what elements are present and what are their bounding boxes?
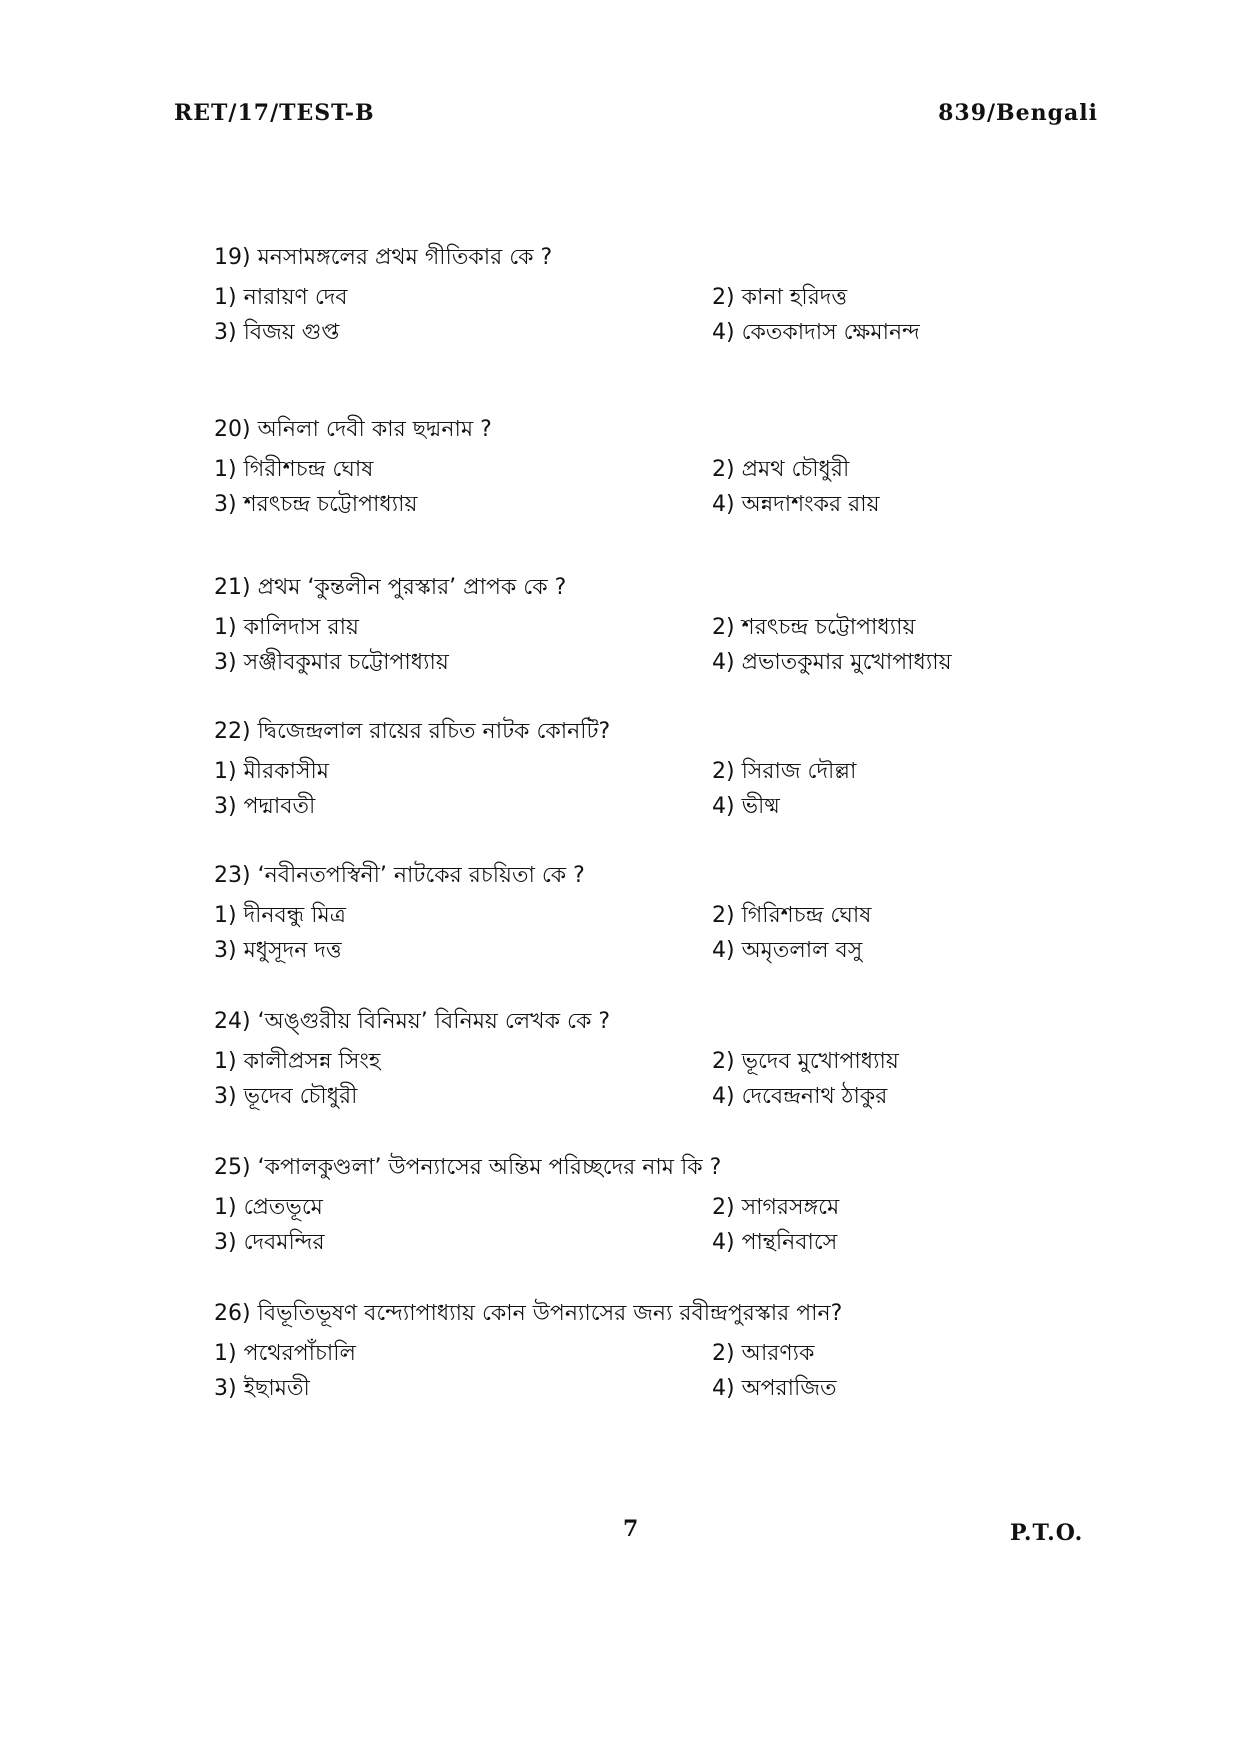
question-text: 22) দ্বিজেন্দ্রলাল রায়ের রচিত নাটক কোনটি? [214, 719, 611, 744]
option-3: 3) পদ্মাবতী [214, 794, 316, 819]
question-26 [0, 1296, 1240, 1436]
question-text: 26) বিভূতিভূষণ বন্দ্যোপাধ্যায় কোন উপন্যাসের জন্য রবীন্দ্রপুরস্কার পান? [214, 1301, 843, 1326]
option-2: 2) সাগরসঙ্গমে [712, 1195, 840, 1220]
option-4: 4) দেবেন্দ্রনাথ ঠাকুর [712, 1084, 888, 1109]
question-text: 25) ‘কপালকুণ্ডলা’ উপন্যাসের অন্তিম পরিচ্ছদের নাম কি ? [214, 1155, 722, 1180]
option-2: 2) শরৎচন্দ্র চট্টোপাধ্যায় [712, 615, 916, 640]
option-4: 4) ভীষ্ম [712, 794, 780, 819]
question-25 [0, 1150, 1240, 1290]
option-1: 1) কালীপ্রসন্ন সিংহ [214, 1049, 381, 1074]
option-3: 3) ইছামতী [214, 1376, 310, 1401]
option-2: 2) প্রমথ চৌধুরী [712, 457, 850, 482]
header-left-code: RET/17/TEST-B [174, 100, 375, 126]
header-right-code: 839/Bengali [938, 100, 1098, 126]
question-22 [0, 714, 1240, 854]
option-4: 4) কেতকাদাস ক্ষেমানন্দ [712, 320, 920, 345]
option-1: 1) মীরকাসীম [214, 759, 329, 784]
question-text: 20) অনিলা দেবী কার ছদ্মনাম ? [214, 417, 492, 442]
option-2: 2) গিরিশচন্দ্র ঘোষ [712, 903, 872, 928]
option-1: 1) নারায়ণ দেব [214, 285, 348, 310]
option-4: 4) অন্নদাশংকর রায় [712, 492, 880, 517]
option-2: 2) ভূদেব মুখোপাধ্যায় [712, 1049, 899, 1074]
question-text: 21) প্রথম ‘কুন্তলীন পুরস্কার’ প্রাপক কে ? [214, 575, 567, 600]
option-1: 1) পথেরপাঁচালি [214, 1341, 356, 1366]
option-3: 3) শরৎচন্দ্র চট্টোপাধ্যায় [214, 492, 418, 517]
option-4: 4) অমৃতলাল বসু [712, 938, 863, 963]
option-2: 2) আরণ্যক [712, 1341, 815, 1366]
question-23 [0, 858, 1240, 998]
question-text: 24) ‘অঙ্গুরীয় বিনিময়’ বিনিময় লেখক কে ? [214, 1009, 611, 1034]
option-2: 2) কানা হরিদত্ত [712, 285, 848, 310]
option-1: 1) কালিদাস রায় [214, 615, 359, 640]
question-20 [0, 412, 1240, 552]
option-2: 2) সিরাজ দৌল্লা [712, 759, 857, 784]
option-3: 3) মধুসূদন দত্ত [214, 938, 342, 963]
option-3: 3) দেবমন্দির [214, 1230, 325, 1255]
question-24 [0, 1004, 1240, 1144]
pto-label: P.T.O. [1010, 1520, 1084, 1546]
option-4: 4) প্রভাতকুমার মুখোপাধ্যায় [712, 650, 952, 675]
option-3: 3) ভূদেব চৌধুরী [214, 1084, 358, 1109]
option-3: 3) বিজয় গুপ্ত [214, 320, 340, 345]
option-3: 3) সঞ্জীবকুমার চট্টোপাধ্যায় [214, 650, 449, 675]
question-19 [0, 240, 1240, 380]
option-1: 1) প্রেতভূমে [214, 1195, 323, 1220]
page-number: 7 [623, 1516, 639, 1542]
option-1: 1) দীনবন্ধু মিত্র [214, 903, 346, 928]
question-text: 19) মনসামঙ্গলের প্রথম গীতিকার কে ? [214, 245, 553, 270]
option-1: 1) গিরীশচন্দ্র ঘোষ [214, 457, 374, 482]
question-text: 23) ‘নবীনতপস্বিনী’ নাটকের রচয়িতা কে ? [214, 863, 585, 888]
option-4: 4) অপরাজিত [712, 1376, 837, 1401]
question-21 [0, 570, 1240, 710]
option-4: 4) পান্থনিবাসে [712, 1230, 838, 1255]
